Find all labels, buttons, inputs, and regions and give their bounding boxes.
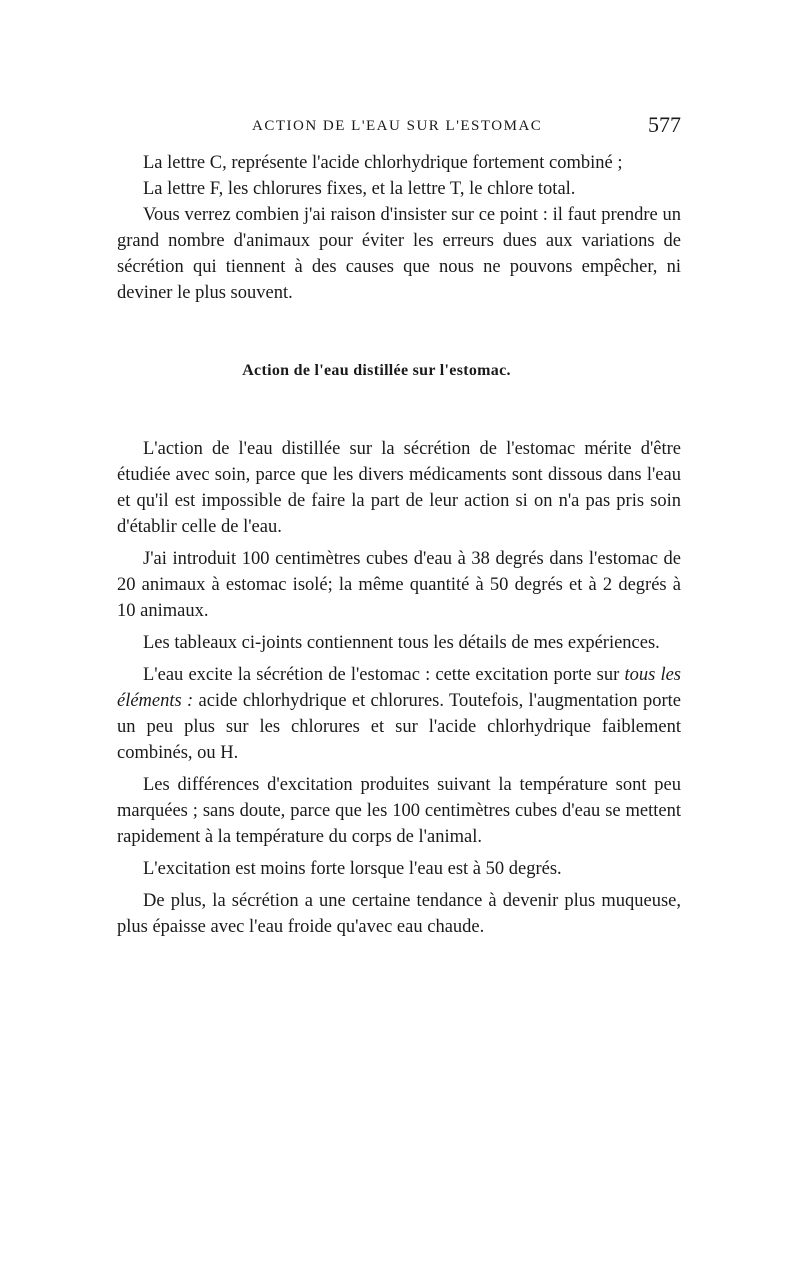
paragraph-excitation <box>117 662 681 766</box>
book-page <box>117 112 681 940</box>
paragraph-introduced-water: J'ai introduit 100 centimètres cubes d'eau à 38 degrés dans l'estomac de 20 animaux à estomac isolé; la même quantité à 50 degrés et à 2 degrés à 10 animaux. <box>117 549 681 621</box>
paragraph-tables: Les tableaux ci-joints contiennent tous les détails de mes expériences. <box>143 633 660 653</box>
page-number: 577 <box>648 112 681 137</box>
paragraph-letter-f: La lettre F, les chlorures fixes, et la lettre T, le chlore total. <box>143 179 576 199</box>
excitation-text-after: acide chlorhydrique et chlorures. Toutefois, l'augmentation porte un peu plus sur les chlorures et sur l'acide chlorhydrique faiblement combinés, ou H. <box>117 691 681 763</box>
running-head-title: ACTION DE L'EAU SUR L'ESTOMAC <box>252 118 543 134</box>
paragraph-mucous-secretion: De plus, la sécrétion a une certaine tendance à devenir plus muqueuse, plus épaisse avec l'eau froide qu'avec eau chaude. <box>117 891 681 937</box>
excitation-text-before: L'eau excite la sécrétion de l'estomac : cette excitation porte sur <box>143 665 625 685</box>
section-heading: Action de l'eau distillée sur l'estomac. <box>242 362 511 379</box>
paragraph-many-animals: Vous verrez combien j'ai raison d'insister sur ce point : il faut prendre un grand nombre d'animaux pour éviter les erreurs dues aux variations de sécrétion qui tiennent à des causes que nous ne pouvons empêcher, ni deviner le plus souvent. <box>117 205 681 303</box>
running-head <box>117 112 681 142</box>
paragraph-distilled-water-action: L'action de l'eau distillée sur la sécrétion de l'estomac mérite d'être étudiée avec soin, parce que les divers médicaments sont dissous dans l'eau et qu'il est impossible de faire la part de leur action si on n'a pas pris soin d'établir celle de l'eau. <box>117 439 681 537</box>
paragraph-temperature-differences: Les différences d'excitation produites suivant la température sont peu marquées ; sans doute, parce que les 100 centimètres cubes d'eau se mettent rapidement à la température du corps de l'animal. <box>117 775 681 847</box>
excitation-emphasis: tous les éléments : <box>117 665 681 711</box>
paragraph-letter-c: La lettre C, représente l'acide chlorhydrique fortement combiné ; <box>143 153 623 173</box>
paragraph-weaker-excitation: L'excitation est moins forte lorsque l'eau est à 50 degrés. <box>143 859 562 879</box>
